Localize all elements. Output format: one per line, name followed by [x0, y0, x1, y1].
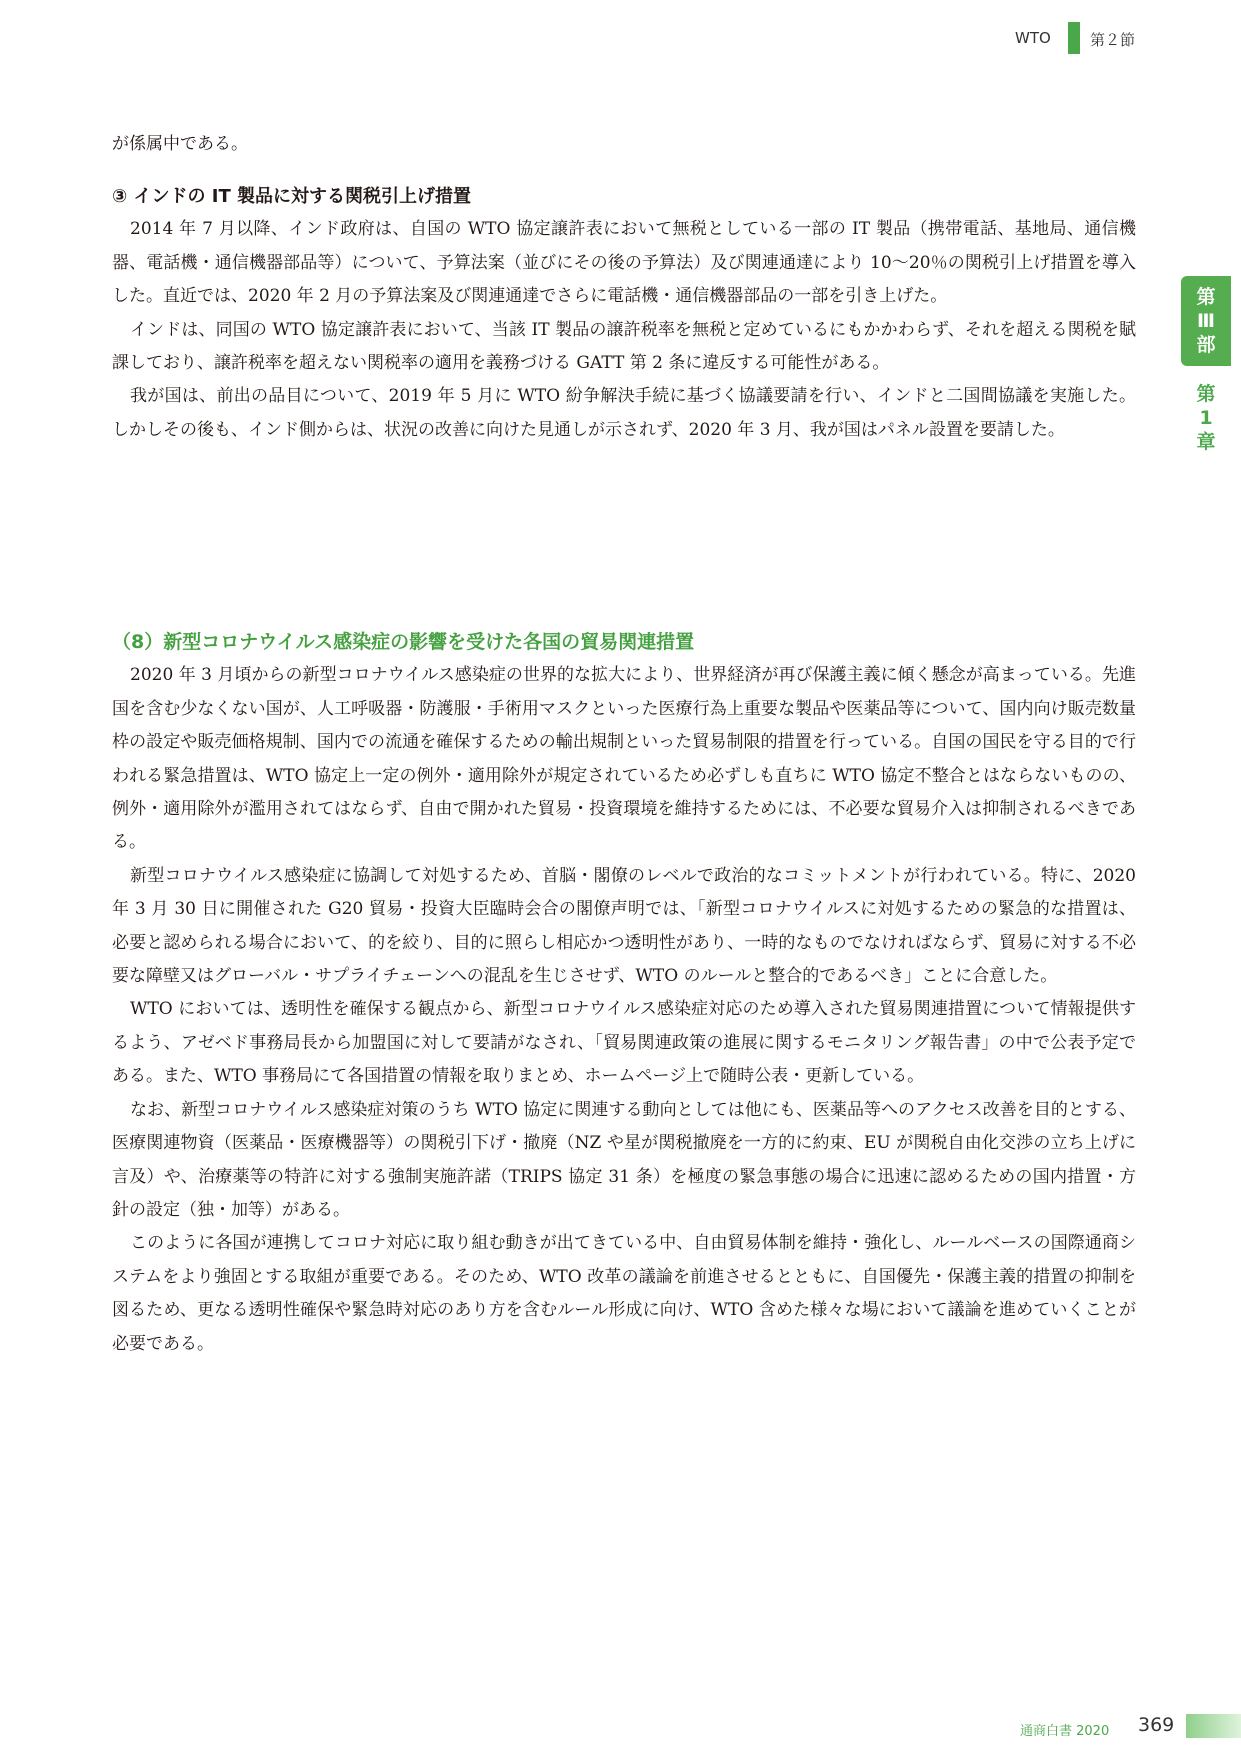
- header-part-label: 第２節: [1090, 31, 1136, 49]
- publication-title: 通商白書 2020: [1020, 1724, 1110, 1739]
- page-number: 369: [1138, 1714, 1175, 1736]
- paragraph: 2020 年 3 月頃からの新型コロナウイルス感染症の世界的な拡大により、世界経済が再び保護主義に傾く懸念が高まっている。先進国を含む少なくない国が、人工呼吸器・防護服・手術用マスクといった医療行為上重要な製品や医薬品等について、国内向け販売数量枠の設定や販売価格規制、国内での流通を確保するための輸出規制といった貿易制限的措置を行っている。自国の国民を守る目的で行われる緊急措置は、WTO 協定上一定の例外・適用除外が規定されているため必ずしも直ちに WTO 協定不整合とはならないものの、例外・適用除外が濫用されてはならず、自由で開かれた貿易・投資環境を維持するためには、不必要な貿易介入は抑制されるべきである。: [112, 665, 1136, 853]
- subsection-heading: ③ インドの IT 製品に対する関税引上げ措置: [112, 186, 472, 207]
- continuation-text: [112, 128, 1136, 161]
- section-covid-measures: [112, 626, 1136, 1361]
- section-heading: （8）新型コロナウイルス感染症の影響を受けた各国の貿易関連措置: [112, 631, 695, 653]
- paragraph: 新型コロナウイルス感染症に協調して対処するため、首脳・閣僚のレベルで政治的なコミットメントが行われている。特に、2020 年 3 月 30 日に開催された G20 貿易・投資大臣臨時会合の閣僚声明では、「新型コロナウイルスに対処するための緊急的な措置は、必要と認められる場合において、的を絞り、目的に照らし相応かつ透明性があり、一時的なものでなければならず、貿易に対する不必要な障壁又はグローバル・サプライチェーンへの混乱を生じさせず、WTO のルールと整合的であるべき」ことに合意した。: [112, 865, 1136, 987]
- chapter-char: 章: [1196, 431, 1216, 453]
- part-tab-char: 第: [1196, 286, 1216, 308]
- paragraph: なお、新型コロナウイルス感染症対策のうち WTO 協定に関連する動向としては他にも、医薬品等へのアクセス改善を目的とする、医療関連物資（医薬品・医療機器等）の関税引下げ・撤廃（NZ や星が関税撤廃を一方的に約束、EU が関税自由化交渉の立ち上げに言及）や、治療薬等の特許に対する強制実施許諾（TRIPS 協定 31 条）を極度の緊急事態の場合に迅速に認めるための国内措置・方針の設定（独・加等）がある。: [112, 1099, 1136, 1220]
- chapter-label: [1181, 382, 1231, 454]
- section-india-it: [112, 180, 1136, 447]
- footer-accent-bar: [1186, 1714, 1241, 1738]
- paragraph: このように各国が連携してコロナ対応に取り組む動きが出てきている中、自由貿易体制を維持・強化し、ルールベースの国際通商システムをより強固とする取組が重要である。そのため、WTO 改革の議論を前進させるとともに、自国優先・保護主義的措置の抑制を図るため、更なる透明性確保や緊急時対応のあり方を含むルール形成に向け、WTO 含めた様々な場において議論を進めていくことが必要である。: [112, 1233, 1136, 1354]
- paragraph: WTO においては、透明性を確保する観点から、新型コロナウイルス感染症対応のため導入された貿易関連措置について情報提供するよう、アゼベド事務局長から加盟国に対して要請がなされ、「貿易関連政策の進展に関するモニタリング報告書」の中で公表予定である。また、WTO 事務局にて各国措置の情報を取りまとめ、ホームページ上で随時公表・更新している。: [112, 999, 1136, 1087]
- part-tab-char: 部: [1196, 334, 1216, 356]
- paragraph: が係属中である。: [112, 134, 248, 154]
- paragraph: 2014 年 7 月以降、インド政府は、自国の WTO 協定譲許表において無税としている一部の IT 製品（携帯電話、基地局、通信機器、電話機・通信機器部品等）について、予算法案（並びにその後の予算法）及び関連通達により 10〜20％の関税引上げ措置を導入した。直近では、2020 年 2 月の予算法案及び関連通達でさらに電話機・通信機器部品の一部を引き上げた。: [112, 219, 1136, 307]
- part-tab-char: Ⅲ: [1197, 310, 1215, 332]
- chapter-char: 1: [1199, 407, 1213, 429]
- paragraph: インドは、同国の WTO 協定譲許表において、当該 IT 製品の譲許税率を無税と定めているにもかかわらず、それを超える関税を賦課しており、譲許税率を超えない関税率の適用を義務づける GATT 第 2 条に違反する可能性がある。: [112, 319, 1136, 374]
- header-section-label: WTO: [1015, 29, 1051, 47]
- chapter-char: 第: [1196, 383, 1216, 405]
- header-accent-bar: [1068, 22, 1080, 54]
- paragraph: 我が国は、前出の品目について、2019 年 5 月に WTO 紛争解決手続に基づく協議要請を行い、インドと二国間協議を実施した。しかしその後も、インド側からは、状況の改善に向けた見通しが示されず、2020 年 3 月、我が国はパネル設置を要請した。: [112, 386, 1136, 440]
- part-tab: [1181, 276, 1231, 366]
